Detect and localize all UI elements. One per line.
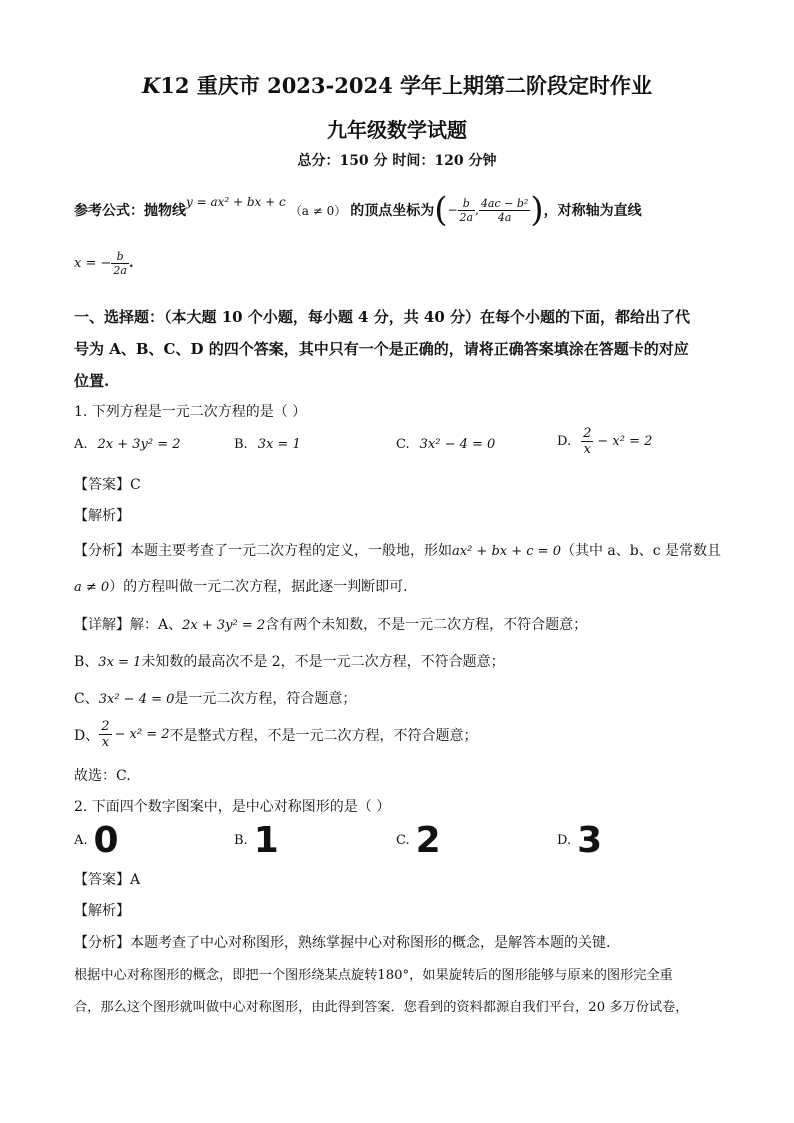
- title-k: K: [141, 73, 161, 98]
- q1-choose: 故选：C.: [74, 768, 131, 784]
- q1-option-d: D. $\frac{2}{x}$ − x² = 2: [557, 426, 653, 457]
- q2-analysis-line2: 根据中心对称图形的概念，即把一个图形绕某点旋转180°，如果旋转后的图形能够与原来的图形完全重: [74, 968, 673, 983]
- vertex-x-fraction: $\frac{b}{2a}$: [459, 196, 474, 224]
- right-paren: ): [530, 190, 544, 230]
- q1-analysis-line1: 【分析】本题主要考查了一元二次方程的定义，一般地，形如ax² + bx + c = 0（其中 a、b、c 是常数且: [74, 543, 722, 559]
- q1-answer: 【答案】C: [74, 477, 141, 493]
- q1-stem: 1. 下列方程是一元二次方程的是（ ）: [74, 404, 307, 420]
- title-rest: 12 重庆市 2023-2024 学年上期第二阶段定时作业: [160, 73, 653, 98]
- exam-score-time: 总分：150 分 时间：120 分钟: [297, 153, 497, 169]
- q2-analysis-line3: 合，那么这个图形就叫做中心对称图形，由此得到答案．您看到的资料都源自我们平台，20 多万份试卷，: [74, 1000, 689, 1015]
- section-heading-line3: 位置.: [74, 372, 110, 390]
- q1-detail-c: C、3x² − 4 = 0是一元二次方程，符合题意；: [74, 691, 357, 707]
- digit-two: 2: [415, 820, 441, 861]
- formula-condition: （a ≠ 0）: [289, 203, 347, 218]
- reference-formula: 参考公式：抛物线 y = ax² + bx + c （a ≠ 0） 的顶点坐标为 ( − $\frac{b}{2a}$ , $\frac{\text{4ac − b²}}{4a}$ ) ，对称轴为直线: [74, 190, 642, 230]
- digit-zero: 0: [93, 820, 119, 861]
- q1-option-c: C. 3x² − 4 = 0: [396, 437, 496, 452]
- q1-option-a: A. 2x + 3y² = 2: [74, 437, 181, 452]
- q1-detail-d: D、 $\frac{2}{x}$ − x² = 2 不是整式方程，不是一元二次方程，不符合题意；: [74, 719, 478, 750]
- q1-detail-a: 【详解】解：A、2x + 3y² = 2含有两个未知数，不是一元二次方程，不符合题意；: [74, 617, 588, 633]
- digit-one: 1: [253, 820, 279, 861]
- q2-analysis-tag: 【解析】: [74, 903, 130, 919]
- q2-option-d: D. 3: [557, 820, 603, 861]
- axis-fraction: $\frac{b}{2a}$: [113, 249, 127, 277]
- formula-parabola: y = ax² + bx + c: [186, 195, 286, 209]
- axis-lhs: x = −: [74, 255, 112, 271]
- q1-option-b: B. 3x = 1: [234, 437, 301, 452]
- q1-detail-b: B、3x = 1未知数的最高次不是 2，不是一元二次方程，不符合题意；: [74, 654, 505, 670]
- vertex-y-fraction: $\frac{\text{4ac − b²}}{4a}$: [480, 196, 529, 224]
- q2-analysis-line1: 【分析】本题考查了中心对称图形，熟练掌握中心对称图形的概念，是解答本题的关键.: [74, 935, 611, 951]
- q1-analysis-line2: a ≠ 0）的方程叫做一元二次方程，据此逐一判断即可.: [74, 579, 408, 595]
- q2-answer: 【答案】A: [74, 872, 141, 888]
- axis-end: .: [128, 255, 134, 271]
- exam-subtitle: 九年级数学试题: [327, 118, 467, 142]
- axis-formula: [74, 246, 133, 280]
- q2-stem: 2. 下面四个数字图案中，是中心对称图形的是（ ）: [74, 799, 391, 815]
- section-heading-line1: 一、选择题：（本大题 10 个小题，每小题 4 分，共 40 分）在每个小题的下面，都给出了代: [74, 308, 691, 326]
- q2-option-b: B. 1: [234, 820, 279, 861]
- formula-vertex-text: 的顶点坐标为: [350, 203, 435, 219]
- q2-option-c: C. 2: [396, 820, 441, 861]
- formula-axis-text: ，对称轴为直线: [543, 203, 642, 219]
- formula-lead: 参考公式：抛物线: [74, 203, 186, 219]
- left-paren: (: [434, 190, 448, 230]
- digit-three: 3: [577, 820, 603, 861]
- exam-title: [0, 70, 794, 100]
- section-heading-line2: 号为 A、B、C、D 的四个答案，其中只有一个是正确的，请将正确答案填涂在答题卡的对应: [74, 340, 689, 358]
- q1-analysis-tag: 【解析】: [74, 508, 130, 524]
- q2-option-a: A. 0: [74, 820, 119, 861]
